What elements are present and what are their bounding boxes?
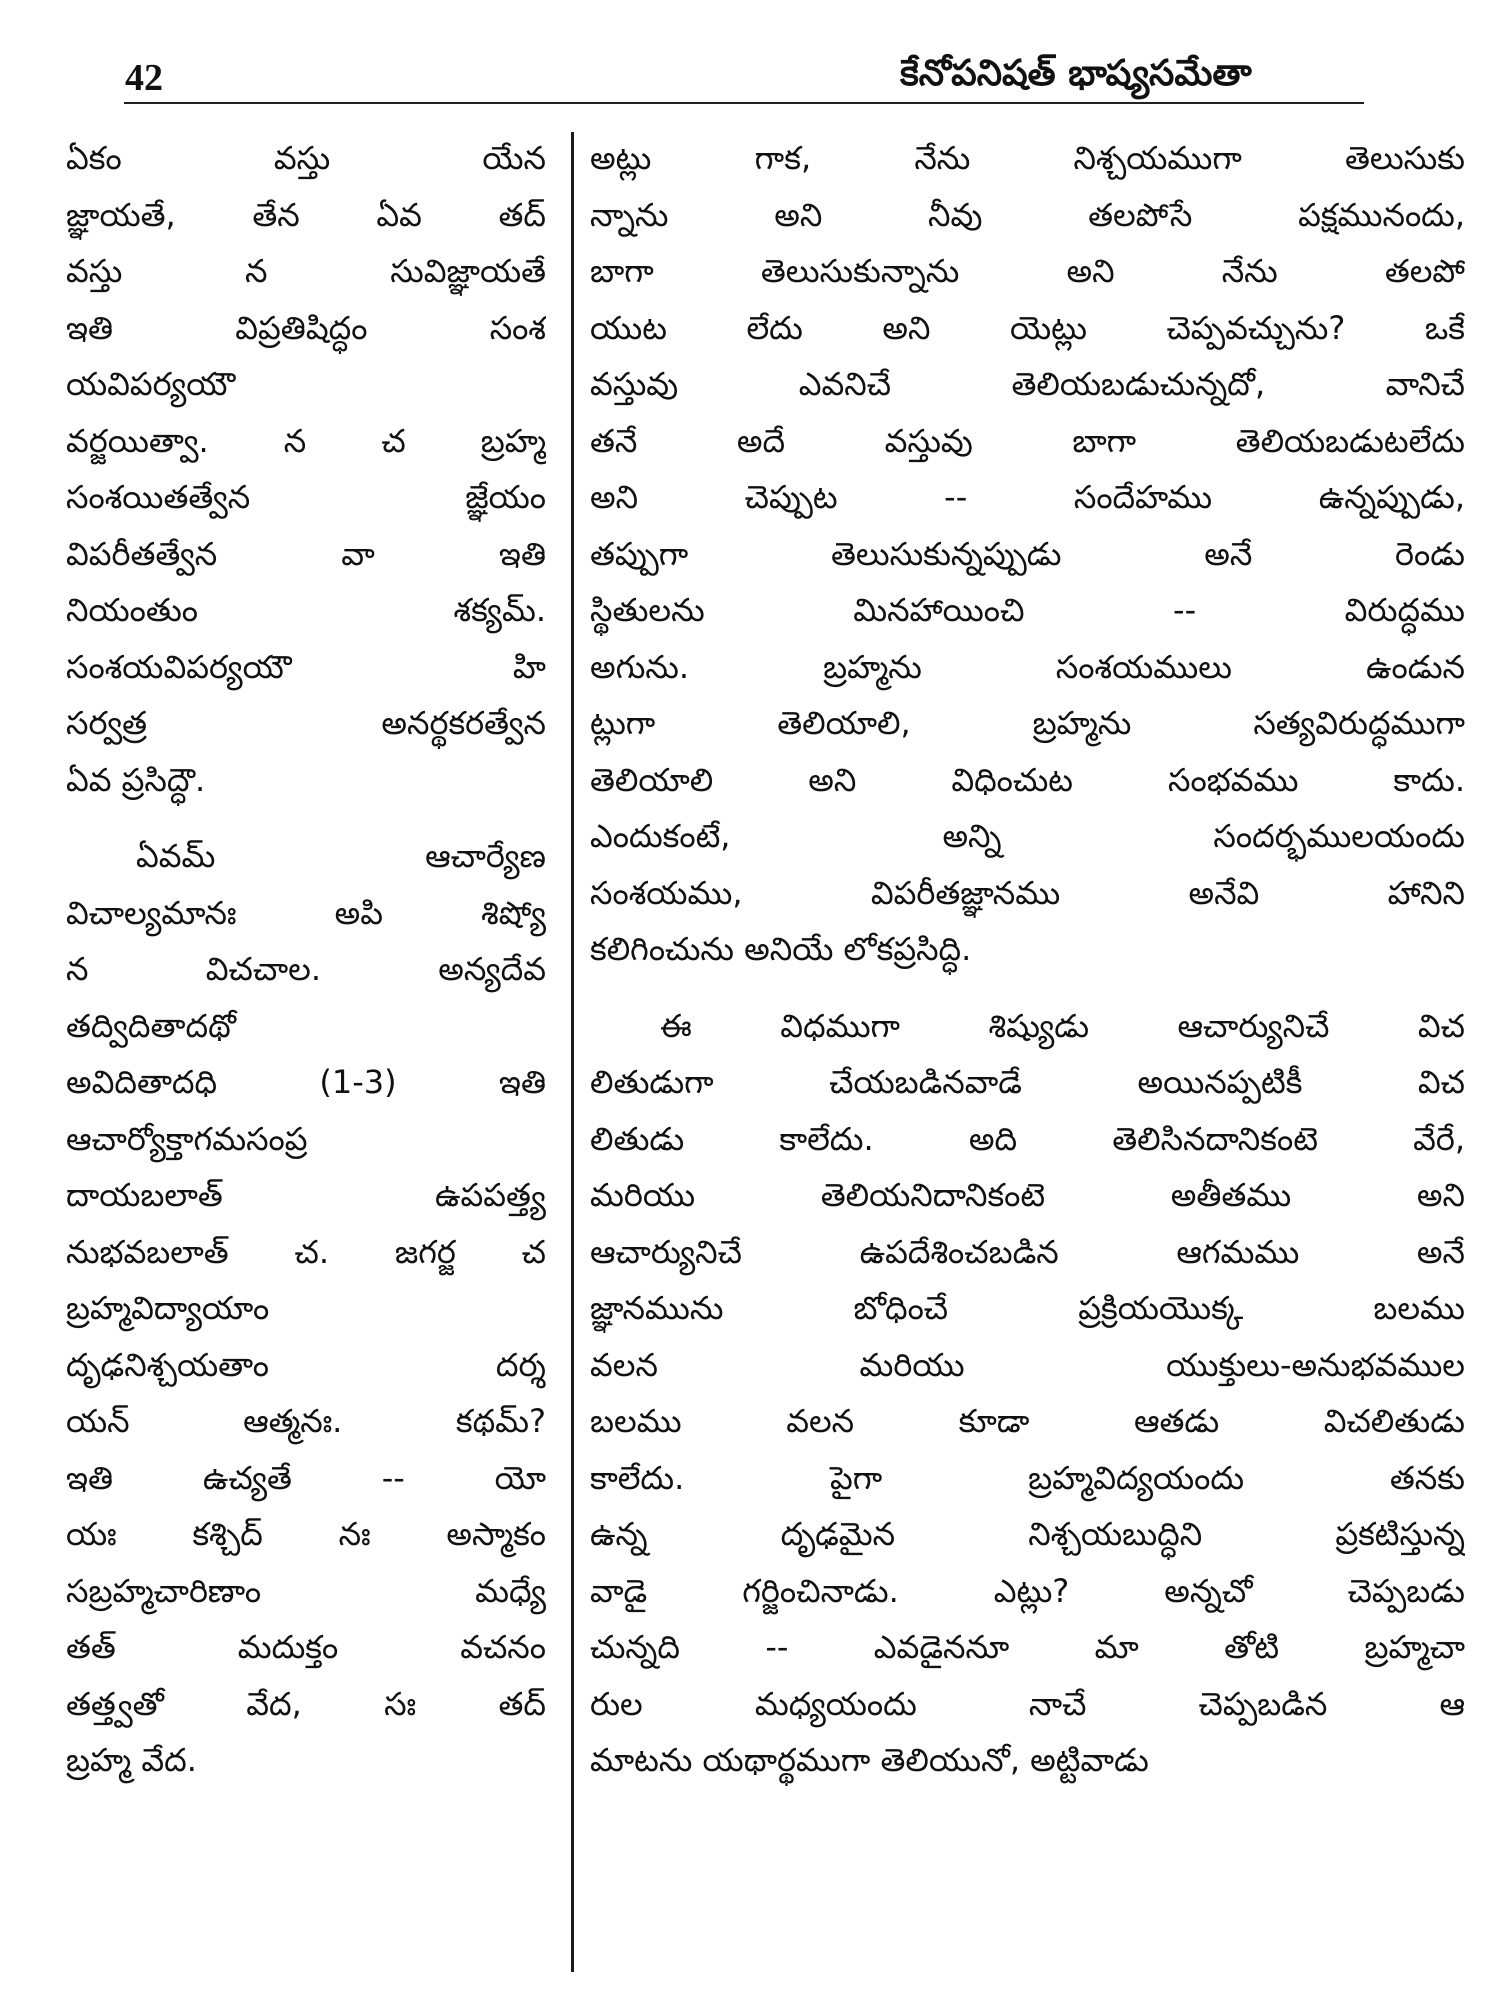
header-rule bbox=[124, 102, 1364, 104]
sanskrit-text-line: బ్రహ్మ వేద. bbox=[66, 1741, 197, 1779]
sanskrit-text-line: అవిదితాదధి (1-3) ఇతి bbox=[66, 1063, 546, 1101]
telugu-text-line: చున్నది -- ఎవడైననూ మా తోటి బ్రహ్మచా bbox=[590, 1628, 1465, 1666]
sanskrit-text-line: జ్ఞాయతే, తేన ఏవ తద్ bbox=[66, 195, 546, 234]
telugu-text-line: జ్ఞానమును బోధించే ప్రక్రియయొక్క బలము bbox=[590, 1289, 1465, 1327]
sanskrit-text-line: నుభవబలాత్ చ. జగర్జ చ bbox=[66, 1232, 546, 1271]
telugu-text-line: వలన మరియు యుక్తులు-అనుభవముల bbox=[590, 1345, 1465, 1384]
telugu-text-line: ఆచార్యునిచే ఉపదేశించబడిన ఆగమము అనే bbox=[590, 1232, 1465, 1271]
sanskrit-text-line: దృఢనిశ్చయతాం దర్శ bbox=[66, 1345, 546, 1384]
sanskrit-text-line: యన్ ఆత్మనః. కథమ్? bbox=[66, 1402, 546, 1440]
sanskrit-text-line: వస్తు న సువిజ్ఞాయతే bbox=[66, 252, 546, 290]
telugu-text-line: కాలేదు. పైగా బ్రహ్మవిద్యయందు తనకు bbox=[590, 1458, 1465, 1497]
sanskrit-text-line: ఇతి ఉచ్యతే -- యో bbox=[66, 1458, 546, 1497]
sanskrit-text-line: దాయబలాత్ ఉపపత్త్య bbox=[66, 1176, 546, 1214]
sanskrit-text-line: తద్విదితాదథో bbox=[66, 1006, 236, 1045]
telugu-text-line: యుట లేదు అని యెట్లు చెప్పవచ్చును? ఒకే bbox=[590, 308, 1465, 347]
sanskrit-text-line: యః కశ్చిద్ నః అస్మాకం bbox=[66, 1515, 546, 1553]
telugu-text-line: ఎందుకంటే, అన్ని సందర్భములయందు bbox=[590, 817, 1465, 855]
column-divider bbox=[571, 132, 574, 1972]
telugu-text-line: అట్లు గాక, నేను నిశ్చయముగా తెలుసుకు bbox=[590, 139, 1465, 177]
telugu-text-line: కలిగించును అనియే లోకప్రసిద్ధి. bbox=[590, 930, 972, 968]
telugu-text-line: బాగా తెలుసుకున్నాను అని నేను తలపో bbox=[590, 252, 1465, 290]
sanskrit-text-line: తత్ మదుక్తం వచనం bbox=[66, 1628, 546, 1666]
sanskrit-text-line: నియంతుం శక్యమ్. bbox=[66, 591, 546, 629]
telugu-text-line: బలము వలన కూడా ఆతడు విచలితుడు bbox=[590, 1402, 1465, 1440]
telugu-paragraph bbox=[590, 998, 1465, 1789]
sanskrit-text-line: ఏవ ప్రసిద్ధౌ. bbox=[66, 760, 206, 799]
telugu-text-line: రుల మధ్యయందు నాచే చెప్పబడిన ఆ bbox=[590, 1684, 1465, 1723]
sanskrit-text-line: ఆచార్యోక్తాగమసంప్ర bbox=[66, 1119, 308, 1158]
telugu-translation-column bbox=[590, 130, 1465, 1789]
sanskrit-text-line: సంశయవిపర్యయౌ హి bbox=[66, 647, 546, 686]
telugu-paragraph bbox=[590, 130, 1465, 978]
telugu-text-line: తెలియాలి అని విధించుట సంభవము కాదు. bbox=[590, 760, 1465, 799]
sanskrit-paragraph bbox=[66, 828, 546, 1789]
telugu-text-line: తనే అదే వస్తువు బాగా తెలియబడుటలేదు bbox=[590, 421, 1465, 460]
sanskrit-text-line: ఏవమ్ ఆచార్యేణ bbox=[136, 837, 546, 875]
telugu-text-line: లితుడు కాలేదు. అది తెలిసినదానికంటె వేరే, bbox=[590, 1119, 1465, 1158]
sanskrit-text-line: ఏకం వస్తు యేన bbox=[66, 139, 546, 177]
page-number: 42 bbox=[125, 57, 163, 99]
sanskrit-bhashya-column bbox=[66, 130, 546, 1789]
telugu-text-line: అని చెప్పుట -- సందేహము ఉన్నప్పుడు, bbox=[590, 478, 1465, 516]
telugu-text-line: స్థితులను మినహాయించి -- విరుద్ధము bbox=[590, 591, 1465, 629]
telugu-text-line: న్నాను అని నీవు తలపోసే పక్షమునందు, bbox=[590, 195, 1465, 234]
sanskrit-text-line: తత్త్వతో వేద, సః తద్ bbox=[66, 1684, 546, 1723]
telugu-text-line: వాడై గర్జించినాడు. ఎట్లు? అన్నచో చెప్పబడు bbox=[590, 1571, 1465, 1610]
running-title: కేనోపనిషత్ భాష్యసమేతా bbox=[900, 53, 1252, 94]
telugu-text-line: ఉన్న దృఢమైన నిశ్చయబుద్ధిని ప్రకటిస్తున్న bbox=[590, 1515, 1465, 1553]
sanskrit-text-line: న విచచాల. అన్యదేవ bbox=[66, 950, 546, 988]
telugu-text-line: మరియు తెలియనిదానికంటె అతీతము అని bbox=[590, 1176, 1465, 1214]
sanskrit-text-line: సర్వత్ర అనర్థకరత్వేన bbox=[66, 704, 546, 742]
telugu-text-line: తప్పుగా తెలుసుకున్నప్పుడు అనే రెండు bbox=[590, 534, 1465, 573]
telugu-text-line: సంశయము, విపరీతజ్ఞానము అనేవి హానిని bbox=[590, 873, 1465, 912]
telugu-text-line: లితుడుగా చేయబడినవాడే అయినప్పటికీ విచ bbox=[590, 1063, 1465, 1101]
sanskrit-paragraph bbox=[66, 130, 546, 808]
sanskrit-text-line: సంశయితత్వేన జ్ఞేయం bbox=[66, 478, 546, 516]
sanskrit-text-line: వర్జయిత్వా. న చ బ్రహ్మ bbox=[66, 421, 546, 460]
sanskrit-text-line: ఇతి విప్రతిషిద్ధం సంశ bbox=[66, 308, 546, 347]
sanskrit-text-line: విచాల్యమానః అపి శిష్యో bbox=[66, 893, 546, 932]
sanskrit-text-line: బ్రహ్మవిద్యాయాం bbox=[66, 1289, 270, 1327]
telugu-text-line: వస్తువు ఎవనిచే తెలియబడుచున్నదో, వానిచే bbox=[590, 365, 1465, 403]
telugu-text-line: ట్లుగా తెలియాలి, బ్రహ్మను సత్యవిరుద్ధముగా bbox=[590, 704, 1465, 742]
sanskrit-text-line: సబ్రహ్మచారిణాం మధ్యే bbox=[66, 1571, 546, 1610]
telugu-text-line: అగును. బ్రహ్మను సంశయములు ఉండున bbox=[590, 647, 1465, 686]
telugu-text-line: మాటను యథార్థముగా తెలియునో, అట్టివాడు bbox=[590, 1741, 1149, 1779]
telugu-text-line: ఈ విధముగా శిష్యుడు ఆచార్యునిచే విచ bbox=[660, 1006, 1465, 1045]
sanskrit-text-line: విపరీతత్వేన వా ఇతి bbox=[66, 534, 546, 573]
sanskrit-text-line: యవిపర్యయౌ bbox=[66, 365, 236, 403]
